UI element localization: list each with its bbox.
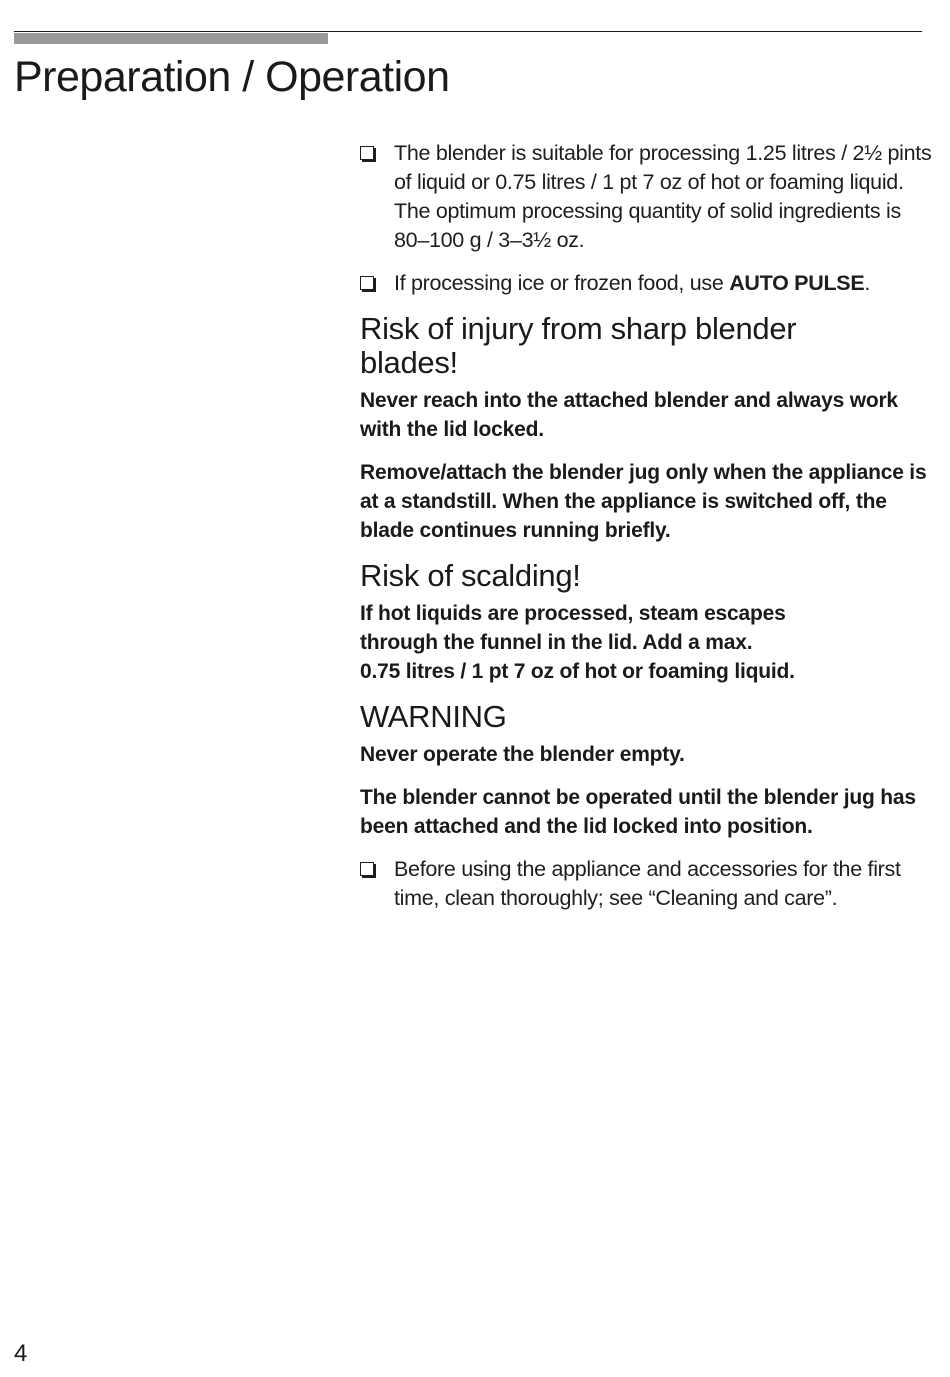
- scalding-warning-text: [360, 599, 860, 686]
- header-accent-bar: [14, 33, 328, 44]
- section-heading-scalding: Risk of scalding!: [360, 558, 581, 593]
- list-item-bold-text: AUTO PULSE: [729, 271, 865, 295]
- page-number: 4: [14, 1340, 28, 1367]
- scalding-line: If hot liquids are processed, steam escapes through the funnel in the lid. Add a max.: [360, 602, 786, 654]
- section-heading-warning: WARNING: [360, 699, 507, 734]
- injury-warning-text: Remove/attach the blender jug only when the appliance is at a standstill. When the appliance is switched off, the blade continues running briefly.: [360, 461, 927, 542]
- page-title: Preparation / Operation: [14, 53, 450, 101]
- section-heading-injury: Risk of injury from sharp blender blades!: [360, 311, 797, 380]
- list-item-text: The blender is suitable for processing 1.25 litres / 2½ pints of liquid or 0.75 litres / 1 pt 7 oz of hot or foaming liquid. The optimum processing quantity of solid ingredients is 80–100 g / 3–3½ oz.: [394, 141, 932, 252]
- checkbox-bullet-icon: [360, 276, 374, 290]
- list-item-text-end: .: [864, 271, 871, 295]
- main-content: [360, 139, 930, 927]
- list-item: [360, 855, 924, 913]
- list-item: [360, 139, 934, 255]
- warning-text: Never operate the blender empty.: [360, 743, 685, 766]
- list-item-text: Before using the appliance and accessories for the first time, clean thoroughly; see “Cleaning and care”.: [394, 857, 901, 910]
- injury-warning-text: Never reach into the attached blender and always work with the lid locked.: [360, 389, 898, 441]
- header-rule: [14, 31, 922, 32]
- checkbox-bullet-icon: [360, 146, 374, 160]
- list-item-text: If processing ice or frozen food, use: [394, 271, 730, 295]
- list-item: [360, 269, 874, 298]
- scalding-line: 0.75 litres / 1 pt 7 oz of hot or foaming liquid.: [360, 660, 795, 683]
- warning-text: The blender cannot be operated until the blender jug has been attached and the lid locked into position.: [360, 786, 916, 838]
- checkbox-bullet-icon: [360, 862, 374, 876]
